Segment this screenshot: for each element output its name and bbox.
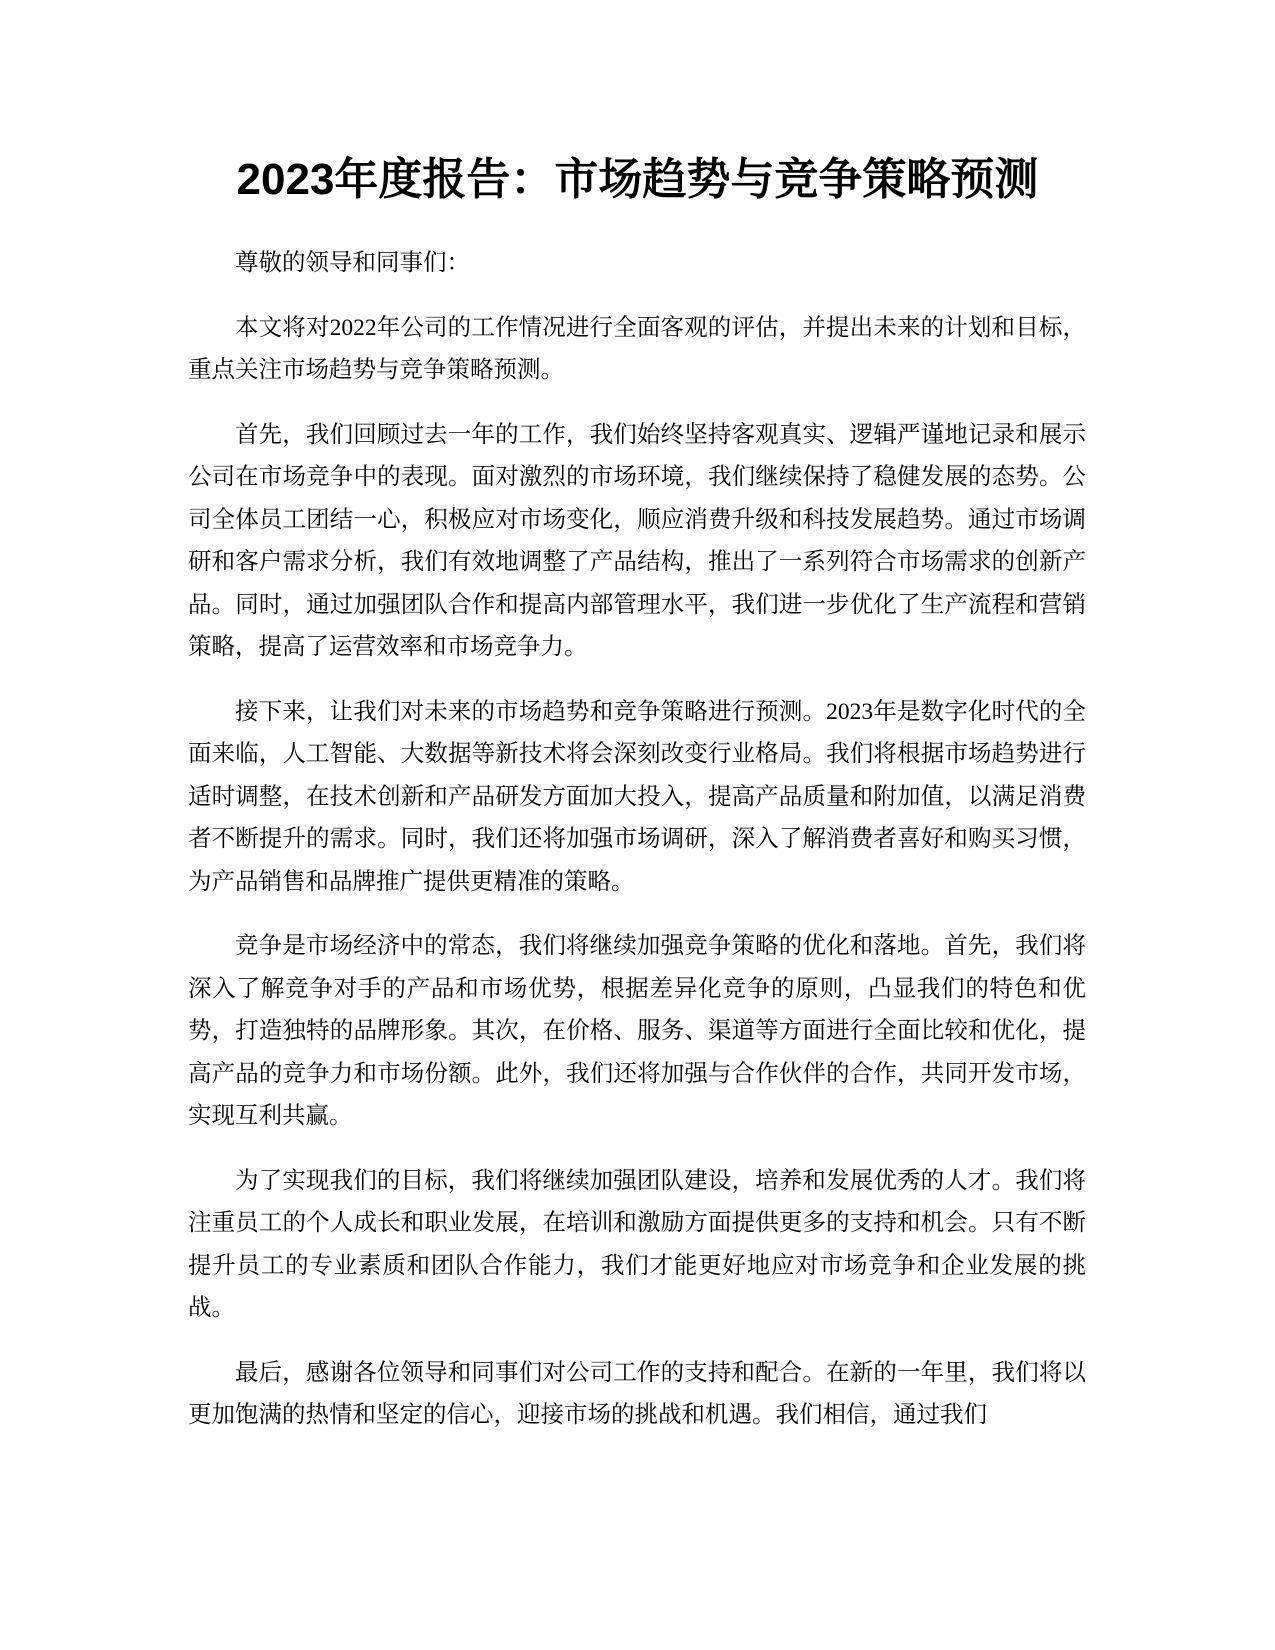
greeting-paragraph: 尊敬的领导和同事们：	[235, 250, 470, 276]
team-paragraph: 为了实现我们的目标，我们将继续加强团队建设，培养和发展优秀的人才。我们将注重员工的个人成长和职业发展，在培训和激励方面提供更多的支持和机会。只有不断提升员工的专业素质和团队合作能力，我们才能更好地应对市场竞争和企业发展的挑战。	[188, 1167, 1086, 1321]
review-paragraph: 首先，我们回顾过去一年的工作，我们始终坚持客观真实、逻辑严谨地记录和展示公司在市场竞争中的表现。面对激烈的市场环境，我们继续保持了稳健发展的态势。公司全体员工团结一心，积极应对市场变化，顺应消费升级和科技发展趋势。通过市场调研和客户需求分析，我们有效地调整了产品结构，推出了一系列符合市场需求的创新产品。同时，通过加强团队合作和提高内部管理水平，我们进一步优化了生产流程和营销策略，提高了运营效率和市场竞争力。	[188, 421, 1086, 660]
closing-paragraph: 最后，感谢各位领导和同事们对公司工作的支持和配合。在新的一年里，我们将以更加饱满的热情和坚定的信心，迎接市场的挑战和机遇。我们相信，通过我们	[188, 1359, 1086, 1428]
forecast-paragraph: 接下来，让我们对未来的市场趋势和竞争策略进行预测。2023年是数字化时代的全面来临，人工智能、大数据等新技术将会深刻改变行业格局。我们将根据市场趋势进行适时调整，在技术创新和产品研发方面加大投入，提高产品质量和附加值，以满足消费者不断提升的需求。同时，我们还将加强市场调研，深入了解消费者喜好和购买习惯，为产品销售和品牌推广提供更精准的策略。	[188, 698, 1086, 895]
intro-paragraph: 本文将对2022年公司的工作情况进行全面客观的评估，并提出未来的计划和目标，重点关注市场趋势与竞争策略预测。	[188, 314, 1086, 383]
competition-paragraph: 竞争是市场经济中的常态，我们将继续加强竞争策略的优化和落地。首先，我们将深入了解竞争对手的产品和市场优势，根据差异化竞争的原则，凸显我们的特色和优势，打造独特的品牌形象。其次，在价格、服务、渠道等方面进行全面比较和优化，提高产品的竞争力和市场份额。此外，我们还将加强与合作伙伴的合作，共同开发市场，实现互利共赢。	[188, 933, 1086, 1129]
page-title: 2023年度报告：市场趋势与竞争策略预测	[236, 155, 1039, 204]
document-body	[188, 242, 1086, 1459]
